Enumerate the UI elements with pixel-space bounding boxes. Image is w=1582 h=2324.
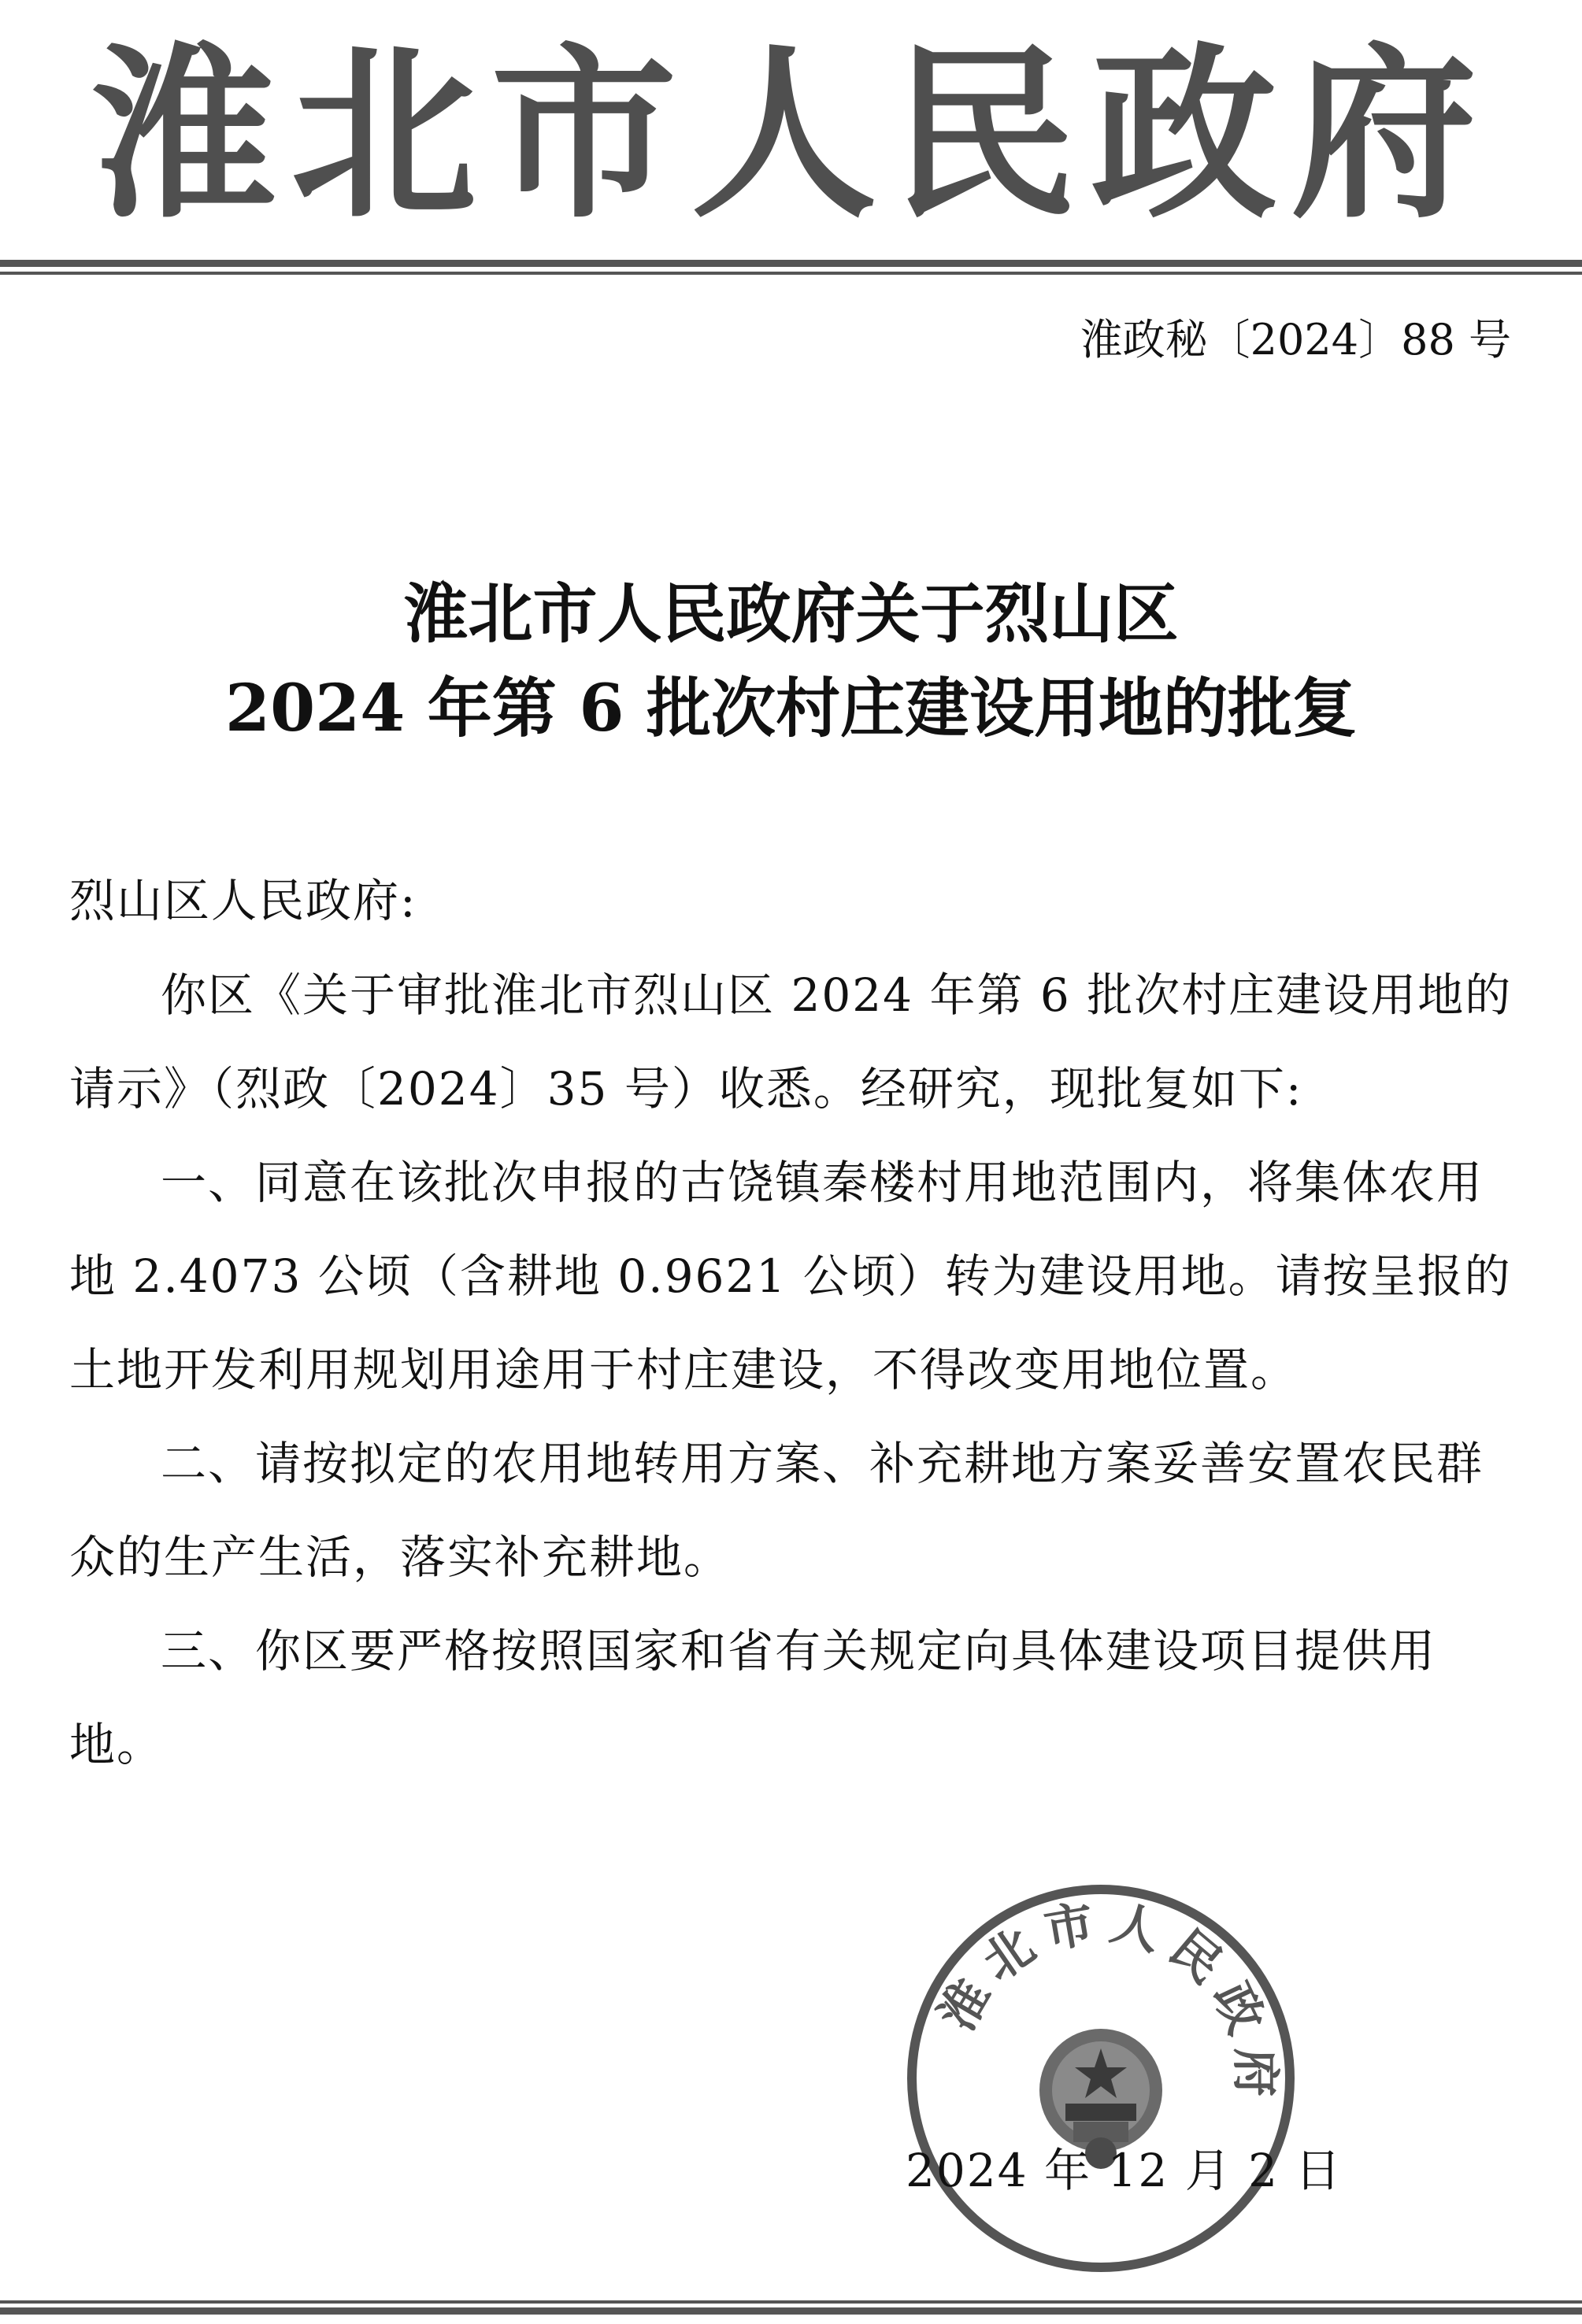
masthead-rule-thick [0,260,1582,267]
paragraph-intro: 你区《关于审批淮北市烈山区 2024 年第 6 批次村庄建设用地的请示》（烈政〔2024〕35 号）收悉。经研究，现批复如下: [69,968,1513,1116]
document-number: 淮政秘〔2024〕88 号 [1080,315,1511,365]
document-body [69,949,1518,1792]
svg-text:淮北市人民政府: 淮北市人民政府 [927,1892,1285,2108]
document-title-line1: 淮北市人民政府关于烈山区 [403,576,1179,652]
paragraph-item-2: 二、请按拟定的农用地转用方案、补充耕地方案妥善安置农民群众的生产生活，落实补充耕地。 [69,1437,1484,1584]
addressee: 烈山区人民政府: [69,874,417,927]
paragraph-item-3: 三、你区要严格按照国家和省有关规定向具体建设项目提供用地。 [69,1624,1437,1771]
footer-rule-thin [0,2300,1582,2304]
footer-rule-thick [0,2307,1582,2315]
paragraph-item-1: 一、同意在该批次申报的古饶镇秦楼村用地范围内，将集体农用地 2.4073 公顷（含耕地 0.9621 公顷）转为建设用地。请按呈报的土地开发利用规划用途用于村庄建设，不得改变用地位置。 [69,1156,1512,1397]
masthead-title: 淮北市人民政府 [91,24,1491,243]
document-date: 2024 年 12 月 2 日 [906,2144,1343,2197]
document-title-line2: 2024 年第 6 批次村庄建设用地的批复 [225,671,1357,746]
masthead-rule-thin [0,272,1582,275]
official-seal [904,1882,1298,2275]
